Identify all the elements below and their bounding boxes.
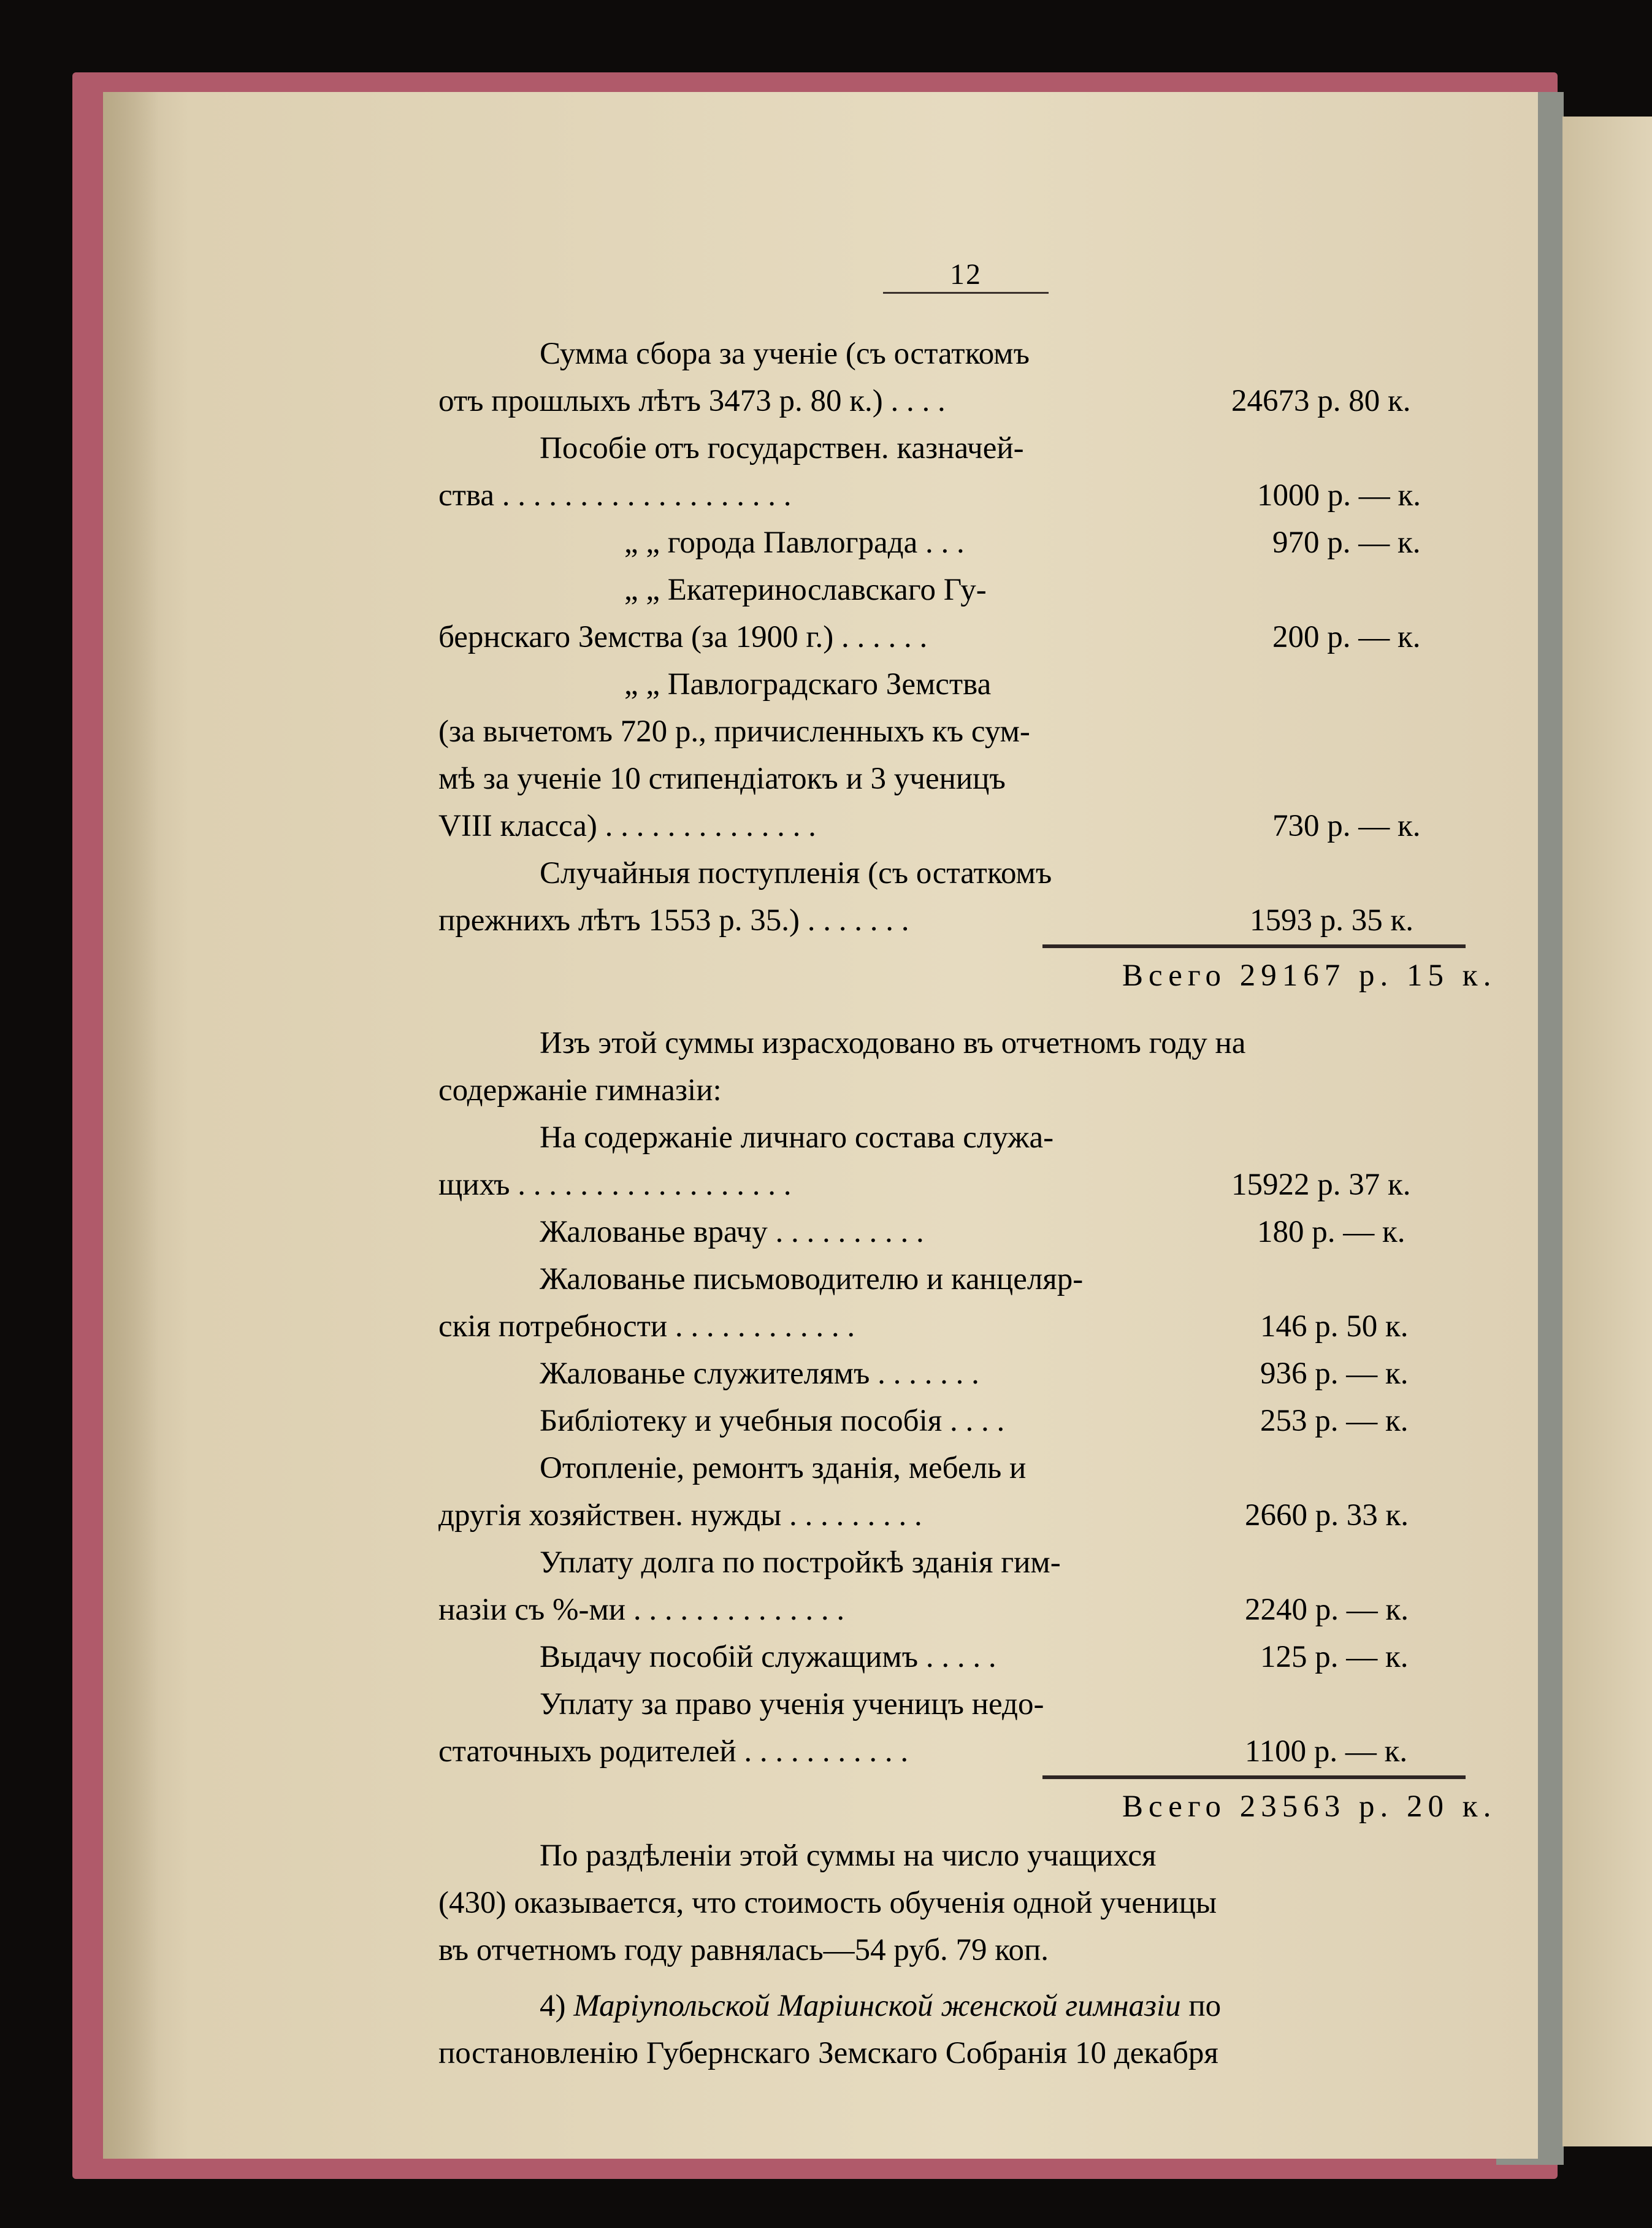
closing-line-3: въ отчетномъ году равнялась—54 руб. 79 коп.: [438, 1933, 1049, 1967]
income-amount-city: 970 р. — к.: [1272, 526, 1421, 560]
item-number: 4): [540, 1989, 566, 2023]
income-total-rule: [1042, 944, 1466, 948]
expense-line-13: Уплату за право ученія ученицъ недо-: [540, 1687, 1044, 1721]
expense-line-5: скія потребности . . . . . . . . . . . .: [438, 1309, 855, 1344]
income-line-9: (за вычетомъ 720 р., причисленныхъ къ сум-: [438, 714, 1030, 749]
income-line-3: Пособіе отъ государствен. казначей-: [540, 431, 1024, 465]
closing-line-4: [540, 1981, 1221, 2031]
expense-amount-library: 253 р. — к.: [1260, 1404, 1409, 1438]
expense-line-10: Уплату долга по постройкѣ зданія гим-: [540, 1545, 1061, 1580]
closing-line-1: По раздѣленіи этой суммы на число учащихся: [540, 1839, 1157, 1873]
income-amount-uezd: 730 р. — к.: [1272, 809, 1421, 843]
income-amount-treasury: 1000 р. — к.: [1257, 478, 1421, 513]
expense-amount-doctor: 180 р. — к.: [1257, 1215, 1405, 1249]
closing-line-4-tail: по: [1188, 1989, 1222, 2023]
expense-line-8: Отопленіе, ремонтъ зданія, мебель и: [540, 1451, 1027, 1485]
expense-line-2: щихъ . . . . . . . . . . . . . . . . . .: [438, 1168, 792, 1202]
expense-line-4: Жалованье письмоводителю и канцеляр-: [540, 1262, 1084, 1296]
income-amount-random: 1593 р. 35 к.: [1250, 903, 1414, 938]
expense-total-rule: [1042, 1775, 1466, 1779]
expense-line-6: Жалованье служителямъ . . . . . . .: [540, 1357, 979, 1391]
income-line-6: „ „ Екатеринославскаго Гу-: [624, 573, 987, 607]
expense-line-12: Выдачу пособій служащимъ . . . . .: [540, 1640, 996, 1674]
expense-line-1: На содержаніе личнаго состава служа-: [540, 1120, 1054, 1155]
expense-line-11: назіи съ %-ми . . . . . . . . . . . . . .: [438, 1593, 845, 1627]
page-gutter: [103, 92, 158, 2159]
income-line-12: Случайныя поступленія (съ остаткомъ: [540, 856, 1052, 890]
expense-amount-staff: 15922 р. 37 к.: [1231, 1168, 1411, 1202]
expense-amount-tuition-aid: 1100 р. — к.: [1245, 1734, 1408, 1769]
income-line-11: VIII класса) . . . . . . . . . . . . . .: [438, 809, 816, 843]
income-line-7: бернскаго Земства (за 1900 г.) . . . . . .: [438, 620, 928, 654]
page-number: 12: [950, 258, 982, 291]
expense-total: Всего 23563 р. 20 к.: [1122, 1790, 1497, 1824]
expense-intro-1: Изъ этой суммы израсходовано въ отчетномъ году на: [540, 1026, 1246, 1060]
closing-line-2: (430) оказывается, что стоимость обученія одной ученицы: [438, 1886, 1217, 1920]
income-line-5: „ „ города Павлограда . . .: [624, 526, 965, 560]
expense-line-14: статочныхъ родителей . . . . . . . . . . .: [438, 1734, 909, 1769]
income-line-4: ства . . . . . . . . . . . . . . . . . . .: [438, 478, 792, 513]
income-amount-gubernia: 200 р. — к.: [1272, 620, 1421, 654]
expense-line-3: Жалованье врачу . . . . . . . . . .: [540, 1215, 924, 1249]
expense-amount-allowances: 125 р. — к.: [1260, 1640, 1409, 1674]
page-number-rule: [883, 292, 1049, 294]
income-line-10: мѣ за ученіе 10 стипендіатокъ и 3 ученицъ: [438, 762, 1006, 796]
expense-amount-servants: 936 р. — к.: [1260, 1357, 1409, 1391]
closing-line-5: постановленію Губернскаго Земскаго Собранія 10 декабря: [438, 2036, 1218, 2070]
income-amount-tuition: 24673 р. 80 к.: [1231, 384, 1411, 418]
income-line-8: „ „ Павлоградскаго Земства: [624, 667, 992, 702]
expense-amount-clerk: 146 р. 50 к.: [1260, 1309, 1409, 1344]
expense-intro-2: содержаніе гимназіи:: [438, 1073, 722, 1108]
income-total: Всего 29167 р. 15 к.: [1122, 959, 1497, 993]
expense-line-9: другія хозяйствен. нужды . . . . . . . . .: [438, 1498, 922, 1533]
income-line-13: прежнихъ лѣтъ 1553 р. 35.) . . . . . . .: [438, 903, 909, 938]
facing-page-edge: [1562, 117, 1652, 2146]
income-line-1: Сумма сбора за ученіе (съ остаткомъ: [540, 337, 1030, 371]
gymnasium-name: Маріупольской Маріинской женской гимназіи: [573, 1989, 1181, 2023]
income-line-2: отъ прошлыхъ лѣтъ 3473 р. 80 к.) . . . .: [438, 384, 946, 418]
expense-amount-household: 2660 р. 33 к.: [1245, 1498, 1409, 1533]
expense-line-7: Библіотеку и учебныя пособія . . . .: [540, 1404, 1005, 1438]
expense-amount-debt: 2240 р. — к.: [1245, 1593, 1409, 1627]
